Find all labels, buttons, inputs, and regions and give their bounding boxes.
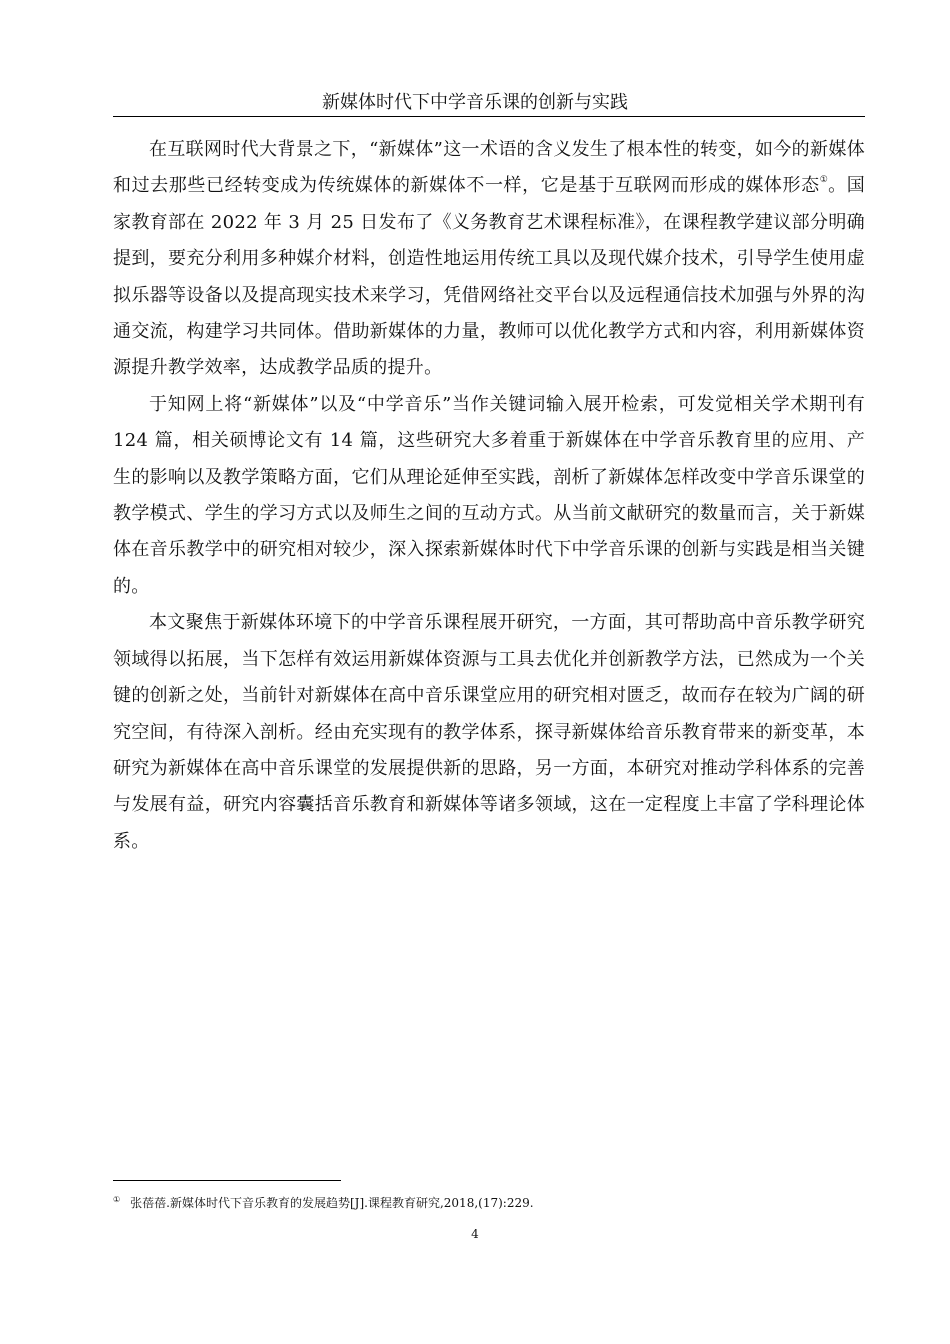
footnote — [113, 1192, 534, 1211]
paragraph-2: 于知网上将“新媒体”以及“中学音乐”当作关键词输入展开检索，可发觉相关学术期刊有 124 篇，相关硕博论文有 14 篇，这些研究大多着重于新媒体在中学音乐教育里的应用、产生的影响以及教学策略方面，它们从理论延伸至实践，剖析了新媒体怎样改变中学音乐课堂的教学模式、学生的学习方式以及师生之间的互动方式。从当前文献研究的数量而言，关于新媒体在音乐教学中的研究相对较少，深入探索新媒体时代下中学音乐课的创新与实践是相当关键的。 — [113, 393, 865, 597]
page-header-title: 新媒体时代下中学音乐课的创新与实践 — [322, 92, 628, 113]
header-divider — [113, 116, 865, 117]
footnote-mark: ① — [113, 1195, 121, 1204]
paragraph-3: 本文聚焦于新媒体环境下的中学音乐课程展开研究，一方面，其可帮助高中音乐教学研究领域得以拓展，当下怎样有效运用新媒体资源与工具去优化并创新教学方法，已然成为一个关键的创新之处，当前针对新媒体在高中音乐课堂应用的研究相对匮乏，故而存在较为广阔的研究空间，有待深入剖析。经由充实现有的教学体系，探寻新媒体给音乐教育带来的新变革，本研究为新媒体在高中音乐课堂的发展提供新的思路，另一方面，本研究对推动学科体系的完善与发展有益，研究内容囊括音乐教育和新媒体等诸多领域，这在一定程度上丰富了学科理论体系。 — [113, 612, 865, 852]
footnote-text: 张蓓蓓.新媒体时代下音乐教育的发展趋势[J].课程教育研究,2018,(17):229. — [130, 1196, 534, 1210]
paragraph-1 — [113, 132, 865, 387]
paragraph-1-text-after: 。国家教育部在 2022 年 3 月 25 日发布了《义务教育艺术课程标准》，在课程教学建议部分明确提到，要充分利用多种媒介材料，创造性地运用传统工具以及现代媒介技术，引导学生使用虚拟乐器等设备以及提高现实技术来学习，凭借网络社交平台以及远程通信技术加强与外界的沟通交流，构建学习共同体。借助新媒体的力量，教师可以优化教学方式和内容，利用新媒体资源提升教学效率，达成教学品质的提升。 — [113, 175, 865, 379]
footnote-divider — [113, 1180, 341, 1181]
footnote-reference-mark[interactable]: ① — [819, 175, 829, 186]
page-number: 4 — [471, 1227, 479, 1241]
paragraph-1-text-before: 在互联网时代大背景之下，“新媒体”这一术语的含义发生了根本性的转变，如今的新媒体和过去那些已经转变成为传统媒体的新媒体不一样，它是基于互联网而形成的媒体形态 — [113, 139, 865, 197]
body-text — [113, 132, 865, 860]
